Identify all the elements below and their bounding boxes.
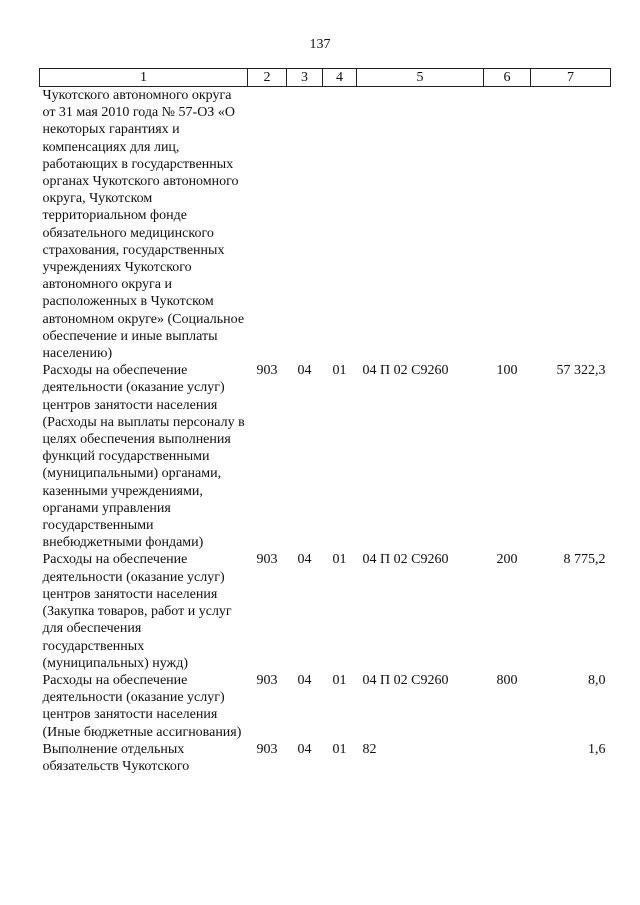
- row-name: Расходы на обеспечение деятельности (оказание услуг) центров занятости населения (Расходы на выплаты персоналу в целях обеспечения выполнения функций государственными (муниципальными) органами, казенными учреждениями, органами управления государственными внебюджетными фондами): [42, 363, 245, 551]
- row-target-code: 04 П 02 С9260: [362, 552, 449, 568]
- header-col-1: 1: [40, 69, 248, 87]
- row-ministry-code: 903: [256, 363, 278, 379]
- budget-table: [39, 68, 611, 775]
- row-expense-type: 800: [496, 672, 518, 688]
- table-row: [40, 551, 611, 671]
- row-section-code: 04: [297, 552, 312, 568]
- row-expense-type: 100: [496, 363, 518, 379]
- row-ministry-code: [248, 87, 287, 363]
- row-section-code: 04: [297, 672, 312, 688]
- row-subsection-code: 01: [332, 552, 347, 568]
- row-amount: [531, 87, 611, 363]
- table-row: [40, 741, 611, 775]
- row-name: Выполнение отдельных обязательств Чукотского: [42, 741, 190, 774]
- row-name: Расходы на обеспечение деятельности (оказание услуг) центров занятости населения (Иные бюджетные ассигнования): [42, 672, 242, 740]
- table-row: [40, 87, 611, 363]
- row-section-code: [287, 87, 323, 363]
- row-ministry-code: 903: [256, 741, 278, 757]
- row-target-code: 04 П 02 С9260: [362, 672, 449, 688]
- header-col-7: 7: [531, 69, 611, 87]
- row-subsection-code: [323, 87, 357, 363]
- row-expense-type: [484, 741, 531, 775]
- row-ministry-code: 903: [256, 552, 278, 568]
- row-target-code: 04 П 02 С9260: [362, 363, 449, 379]
- header-col-4: 4: [323, 69, 357, 87]
- row-amount: 1,6: [588, 741, 606, 757]
- row-ministry-code: 903: [256, 672, 278, 688]
- table-row: [40, 362, 611, 551]
- row-expense-type: [484, 87, 531, 363]
- table-row: [40, 672, 611, 741]
- row-subsection-code: 01: [332, 672, 347, 688]
- header-col-3: 3: [287, 69, 323, 87]
- header-col-6: 6: [484, 69, 531, 87]
- row-target-code: [357, 87, 484, 363]
- row-amount: 57 322,3: [556, 363, 606, 379]
- row-amount: 8 775,2: [563, 552, 606, 568]
- header-row: [40, 69, 611, 87]
- row-name: Чукотского автономного округа от 31 мая 2010 года № 57-ОЗ «О некоторых гарантиях и компенсациях для лиц, работающих в государственных органах Чукотского автономного округа, Чукотском территориальном фонде обязательного медицинского страхования, государственных учреждениях Чукотского автономного округа и расположенных в Чукотском автономном округе» (Социальное обеспечение и иные выплаты населению): [42, 88, 245, 362]
- row-target-code: 82: [362, 741, 377, 757]
- header-col-5: 5: [357, 69, 484, 87]
- header-col-2: 2: [248, 69, 287, 87]
- row-section-code: 04: [297, 741, 312, 757]
- page-number: 137: [309, 37, 331, 52]
- row-expense-type: 200: [496, 552, 518, 568]
- row-subsection-code: 01: [332, 363, 347, 379]
- row-amount: 8,0: [588, 672, 606, 688]
- row-subsection-code: 01: [332, 741, 347, 757]
- row-name: Расходы на обеспечение деятельности (оказание услуг) центров занятости населения (Закупка товаров, работ и услуг для обеспечения государственных (муниципальных) нужд): [42, 552, 232, 671]
- row-section-code: 04: [297, 363, 312, 379]
